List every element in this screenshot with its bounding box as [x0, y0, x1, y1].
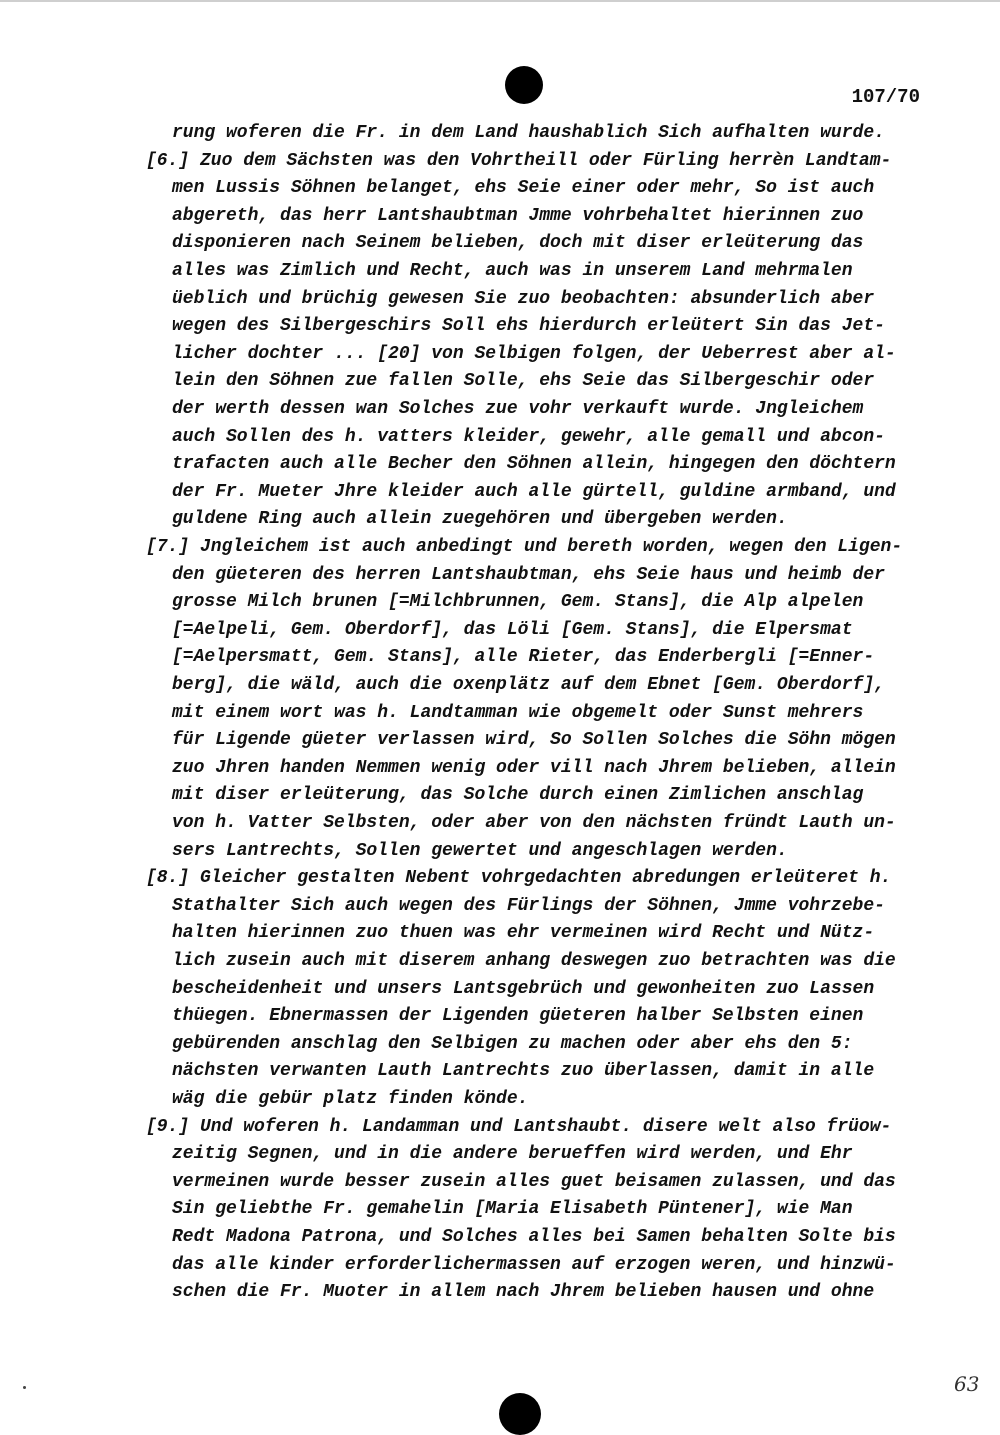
- text-line: men Lussis Söhnen belanget, ehs Seie einer oder mehr, So ist auch: [172, 178, 875, 199]
- text-line: lein den Söhnen zue fallen Solle, ehs Seie das Silbergeschir oder: [172, 371, 875, 392]
- text-line: gebürenden anschlag den Selbigen zu machen oder aber ehs den 5:: [172, 1033, 853, 1054]
- text-line: berg], die wäld, auch die oxenplätz auf dem Ebnet [Gem. Oberdorf],: [172, 675, 885, 695]
- scan-edge-line: [0, 0, 1000, 2]
- text-line: von h. Vatter Selbsten, oder aber von den nächsten fründt Lauth un-: [172, 813, 896, 833]
- text-line: zuo Jhren handen Nemmen wenig oder vill nach Jhrem belieben, allein: [172, 757, 896, 778]
- text-line: üeblich und brüchig gewesen Sie zuo beobachten: absunderlich aber: [172, 288, 875, 309]
- text-line: zeitig Segnen, und in die andere berueffen wird werden, und Ehr: [172, 1144, 853, 1165]
- text-line: das alle kinder erforderlichermassen auf erzogen weren, und hinzwü-: [172, 1254, 896, 1275]
- text-line: Redt Madona Patrona, und Solches alles bei Samen behalten Solte bis: [172, 1227, 896, 1247]
- text-line: licher dochter ... [20] von Selbigen folgen, der Ueberrest aber al-: [172, 343, 896, 364]
- text-line: disponieren nach Seinem belieben, doch mit diser erleüterung das: [172, 233, 864, 254]
- scan-speck: [23, 1386, 26, 1389]
- text-line: [=Aelpersmatt, Gem. Stans], alle Rieter, das Enderbergli [=Enner-: [172, 647, 875, 668]
- text-line: [6.] Zuo dem Sächsten was den Vohrtheill oder Fürling herrèn Landtam-: [146, 150, 892, 171]
- text-line: rung woferen die Fr. in dem Land haushablich Sich aufhalten wurde.: [172, 123, 885, 143]
- text-line: wegen des Silbergeschirs Soll ehs hierdurch erleütert Sin das Jet-: [172, 316, 885, 337]
- text-line: vermeinen wurde besser zusein alles guet beisamen zulassen, und das: [172, 1171, 896, 1192]
- text-line: Stathalter Sich auch wegen des Fürlings der Söhnen, Jmme vohrzebe-: [172, 895, 885, 916]
- text-line: halten hierinnen zuo thuen was ehr vermeinen wird Recht und Nütz-: [172, 923, 875, 944]
- text-line: mit diser erleüterung, das Solche durch einen Zimlichen anschlag: [172, 785, 864, 806]
- text-line: lich zusein auch mit diserem anhang deswegen zuo betrachten was die: [172, 951, 896, 971]
- text-line: auch Sollen des h. vatters kleider, gewehr, alle gemall und abcon-: [172, 426, 885, 447]
- text-line: für Ligende güeter verlassen wird, So Sollen Solches die Söhn mögen: [172, 730, 896, 751]
- text-line: der Fr. Mueter Jhre kleider auch alle gürtell, guldine armband, und: [172, 481, 896, 502]
- handwritten-corner-mark: 63: [954, 1372, 980, 1396]
- text-line: [=Aelpeli, Gem. Oberdorf], das Löli [Gem. Stans], die Elpersmat: [172, 619, 853, 640]
- text-line: alles was Zimlich und Recht, auch was in unserem Land mehrmalen: [172, 261, 853, 281]
- text-line: guldene Ring auch allein zuegehören und übergeben werden.: [172, 509, 788, 530]
- text-line: mit einem wort was h. Landtamman wie obgemelt oder Sunst mehrers: [172, 702, 864, 723]
- text-line: [9.] Und woferen h. Landamman und Lantshaubt. disere welt also früow-: [146, 1116, 892, 1137]
- punch-hole-top: [505, 66, 543, 104]
- text-line: den güeteren des herren Lantshaubtman, ehs Seie haus und heimb der: [172, 564, 885, 585]
- text-line: bescheidenheit und unsers Lantsgebrüch und gewonheiten zuo Lassen: [172, 978, 875, 999]
- text-line: thüegen. Ebnermassen der Ligenden güeteren halber Selbsten einen: [172, 1006, 864, 1027]
- page-number: 107/70: [851, 86, 920, 108]
- text-line: wäg die gebür platz finden könde.: [172, 1089, 529, 1109]
- text-line: sers Lantrechts, Sollen gewertet und angeschlagen werden.: [172, 840, 788, 861]
- text-line: trafacten auch alle Becher den Söhnen allein, hingegen den döchtern: [172, 454, 896, 475]
- text-line: [8.] Gleicher gestalten Nebent vohrgedachten abredungen erleüteret h.: [146, 868, 892, 889]
- text-line: schen die Fr. Muoter in allem nach Jhrem belieben hausen und ohne: [172, 1282, 875, 1303]
- text-line: Sin geliebthe Fr. gemahelin [Maria Elisabeth Püntener], wie Man: [172, 1199, 853, 1220]
- punch-hole-bottom: [499, 1393, 541, 1435]
- text-line: grosse Milch brunen [=Milchbrunnen, Gem. Stans], die Alp alpelen: [172, 592, 864, 613]
- text-line: der werth dessen wan Solches zue vohr verkauft wurde. Jngleichem: [172, 399, 864, 419]
- text-line: abgereth, das herr Lantshaubtman Jmme vohrbehaltet hierinnen zuo: [172, 205, 864, 226]
- text-line: [7.] Jngleichem ist auch anbedingt und bereth worden, wegen den Ligen-: [146, 537, 903, 557]
- text-line: nächsten verwanten Lauth Lantrechts zuo überlassen, damit in alle: [172, 1061, 875, 1082]
